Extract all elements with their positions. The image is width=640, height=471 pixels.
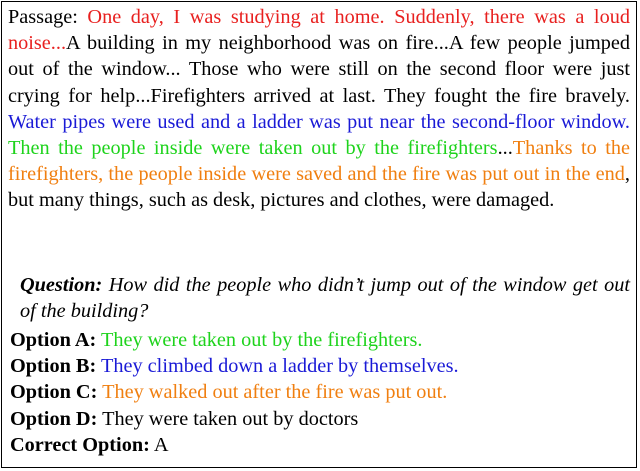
correct-option bbox=[10, 432, 168, 458]
option-a bbox=[10, 327, 423, 353]
question-block bbox=[20, 272, 630, 324]
option-a-label: Option A: bbox=[10, 329, 97, 351]
passage-segment-red: One day, I was studying at home. Suddenly, there was a loud noise... bbox=[8, 6, 630, 55]
option-b bbox=[10, 353, 459, 379]
question-label: Question: bbox=[20, 274, 103, 296]
passage-segment-green: Then the people inside were taken out by the firefighters bbox=[8, 137, 498, 160]
option-c bbox=[10, 379, 447, 405]
option-b-label: Option B: bbox=[10, 355, 97, 377]
option-d bbox=[10, 406, 358, 432]
question-text: How did the people who didn’t jump out of the window get out of the building? bbox=[20, 274, 630, 323]
option-c-text: They walked out after the fire was put out. bbox=[102, 381, 448, 403]
option-b-text: They climbed down a ladder by themselves. bbox=[100, 355, 459, 377]
option-d-label: Option D: bbox=[10, 408, 98, 430]
option-c-label: Option C: bbox=[10, 381, 98, 403]
passage-segment-orange: Thanks to the firefighters, the people inside were saved and the fire was put out in the end bbox=[8, 137, 630, 186]
passage-segment-black: A building in my neighborhood was on fire...A few people jumped out of the window... Those who were still on the second floor were just crying for help...Firefighters arrived at last. They fought the fire bravely. bbox=[8, 32, 630, 107]
passage-segment-end: , but many things, such as desk, pictures and clothes, were damaged. bbox=[8, 163, 630, 212]
option-a-text: They were taken out by the firefighters. bbox=[100, 329, 423, 351]
passage-prefix: Passage: bbox=[8, 6, 88, 28]
correct-option-value: A bbox=[153, 434, 169, 456]
option-d-text: They were taken out by doctors bbox=[102, 408, 359, 430]
passage-ellipsis: ... bbox=[497, 137, 513, 160]
passage-segment-blue: Water pipes were used and a ladder was put near the second-floor window. bbox=[8, 110, 630, 133]
correct-option-label: Correct Option: bbox=[10, 434, 150, 456]
passage-paragraph bbox=[8, 4, 630, 214]
